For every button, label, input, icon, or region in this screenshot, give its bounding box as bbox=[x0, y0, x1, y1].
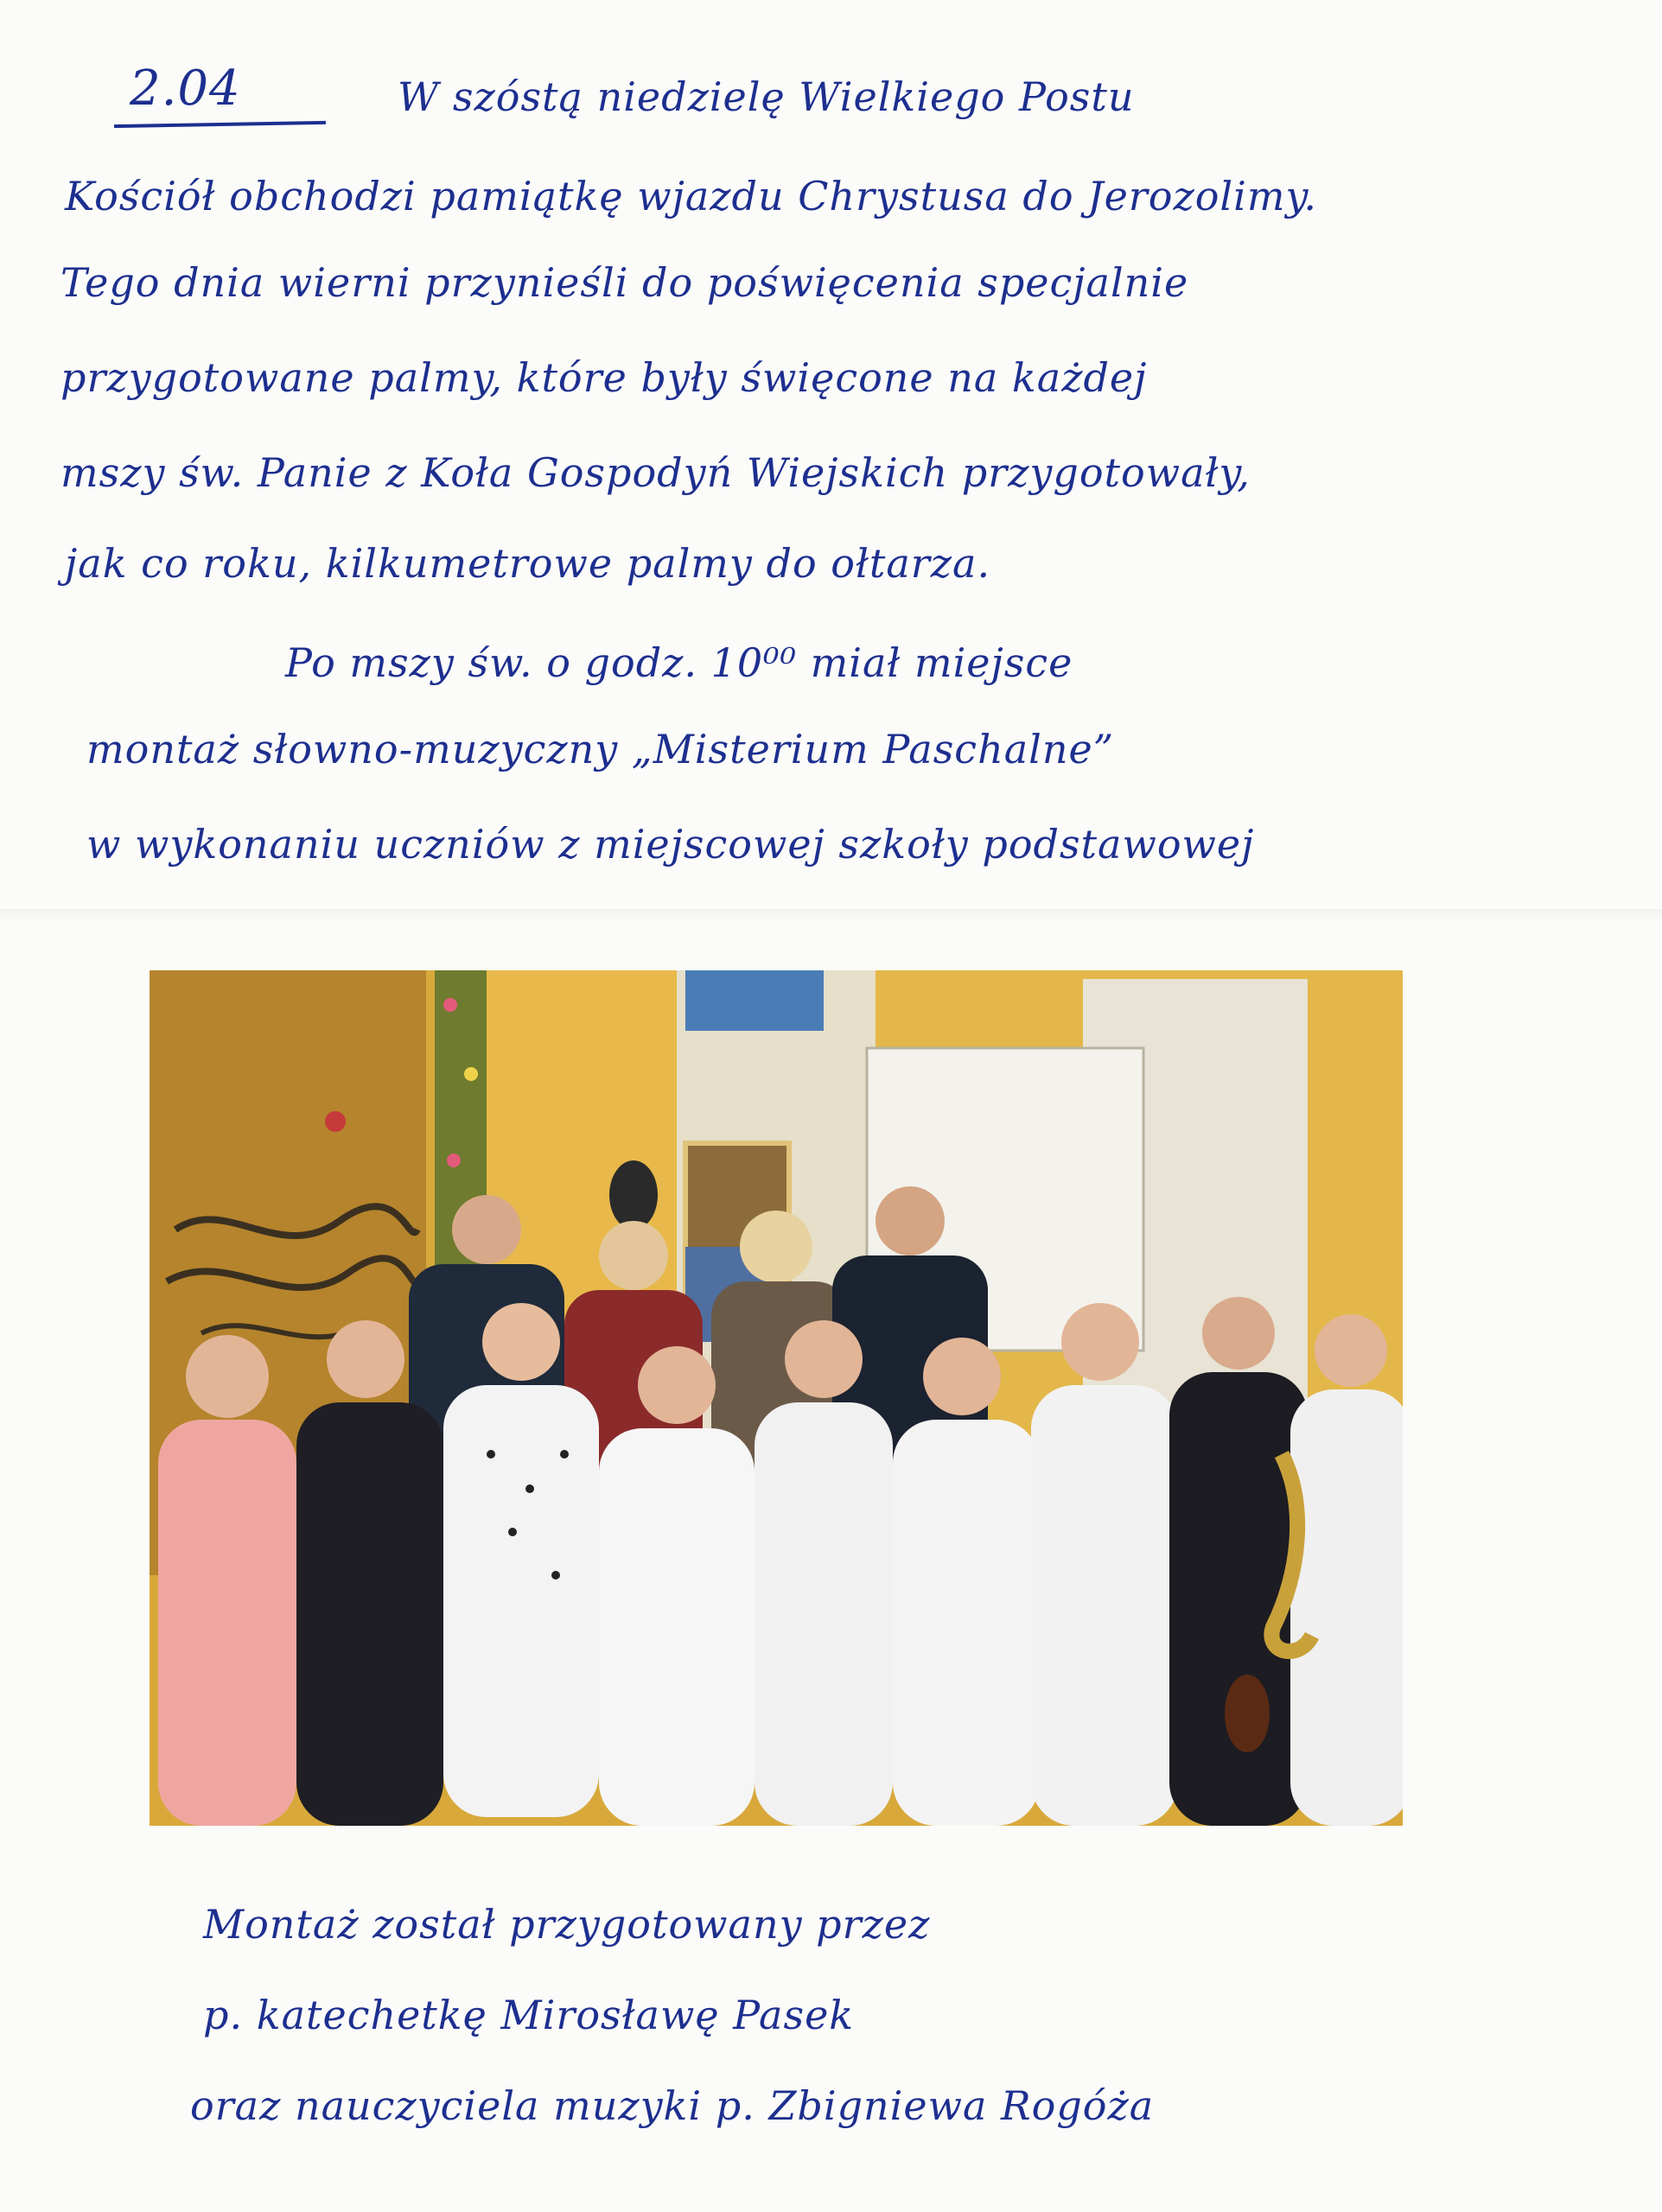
caption-line-2: p. katechetkę Mirosławę Pasek bbox=[203, 1992, 855, 2038]
adult-head-2 bbox=[599, 1221, 668, 1290]
child-head-8 bbox=[1202, 1297, 1275, 1370]
child-body-7 bbox=[1031, 1385, 1178, 1826]
page-fold bbox=[0, 909, 1662, 921]
date-underline bbox=[114, 121, 326, 128]
church-group-photo bbox=[150, 970, 1403, 1826]
child-head-7 bbox=[1061, 1303, 1139, 1381]
polka-dot-3 bbox=[560, 1450, 569, 1459]
child-head-6 bbox=[923, 1338, 1001, 1415]
caption-line-3: oraz nauczyciela muzyki p. Zbigniewa Rogóża bbox=[190, 2082, 1155, 2129]
child-body-5 bbox=[755, 1402, 893, 1826]
child-body-9 bbox=[1290, 1389, 1403, 1826]
polka-dot-4 bbox=[508, 1528, 517, 1536]
polka-dot-2 bbox=[525, 1484, 534, 1493]
child-head-4 bbox=[638, 1346, 716, 1424]
child-head-5 bbox=[785, 1320, 863, 1398]
entry-line-3: Tego dnia wierni przynieśli do poświęcenia specjalnie bbox=[60, 259, 1189, 306]
child-head-9 bbox=[1315, 1314, 1387, 1387]
adult-head-3 bbox=[740, 1211, 812, 1283]
adult-head-4 bbox=[876, 1186, 945, 1255]
child-head-1 bbox=[186, 1335, 269, 1418]
adult-head-1 bbox=[452, 1195, 521, 1264]
polka-dot-1 bbox=[487, 1450, 495, 1459]
child-body-2 bbox=[296, 1402, 443, 1826]
violin bbox=[1225, 1675, 1270, 1752]
child-head-2 bbox=[327, 1320, 404, 1398]
palm-ornament-2 bbox=[464, 1067, 478, 1081]
palm-ornament-3 bbox=[447, 1154, 461, 1167]
child-body-4 bbox=[599, 1428, 755, 1826]
entry-date: 2.04 bbox=[130, 60, 241, 117]
child-head-3 bbox=[482, 1303, 560, 1381]
entry-line-4: przygotowane palmy, które były święcone na każdej bbox=[60, 354, 1148, 401]
caption-line-1: Montaż został przygotowany przez bbox=[203, 1901, 931, 1948]
child-body-1 bbox=[158, 1420, 296, 1826]
statue bbox=[609, 1160, 658, 1230]
entry-line-6: jak co roku, kilkumetrowe palmy do ołtarza. bbox=[65, 540, 991, 587]
entry-line-7: Po mszy św. o godz. 10⁰⁰ miał miejsce bbox=[285, 639, 1073, 686]
photo-illustration bbox=[150, 970, 1403, 1826]
entry-line-5: mszy św. Panie z Koła Gospodyń Wiejskich przygotowały, bbox=[60, 449, 1251, 496]
red-lamp bbox=[325, 1111, 346, 1132]
entry-line-1: W szóstą niedzielę Wielkiego Postu bbox=[398, 73, 1135, 120]
polka-dot-5 bbox=[551, 1571, 560, 1580]
palm-ornament-1 bbox=[443, 998, 457, 1012]
child-body-3 bbox=[443, 1385, 599, 1817]
entry-line-8: montaż słowno-muzyczny „Misterium Paschalne” bbox=[86, 726, 1115, 772]
entry-line-9: w wykonaniu uczniów z miejscowej szkoły podstawowej bbox=[86, 821, 1255, 868]
child-body-6 bbox=[893, 1420, 1040, 1826]
stained-window-left bbox=[685, 970, 824, 1031]
entry-line-2: Kościół obchodzi pamiątkę wjazdu Chrystusa do Jerozolimy. bbox=[65, 173, 1317, 219]
